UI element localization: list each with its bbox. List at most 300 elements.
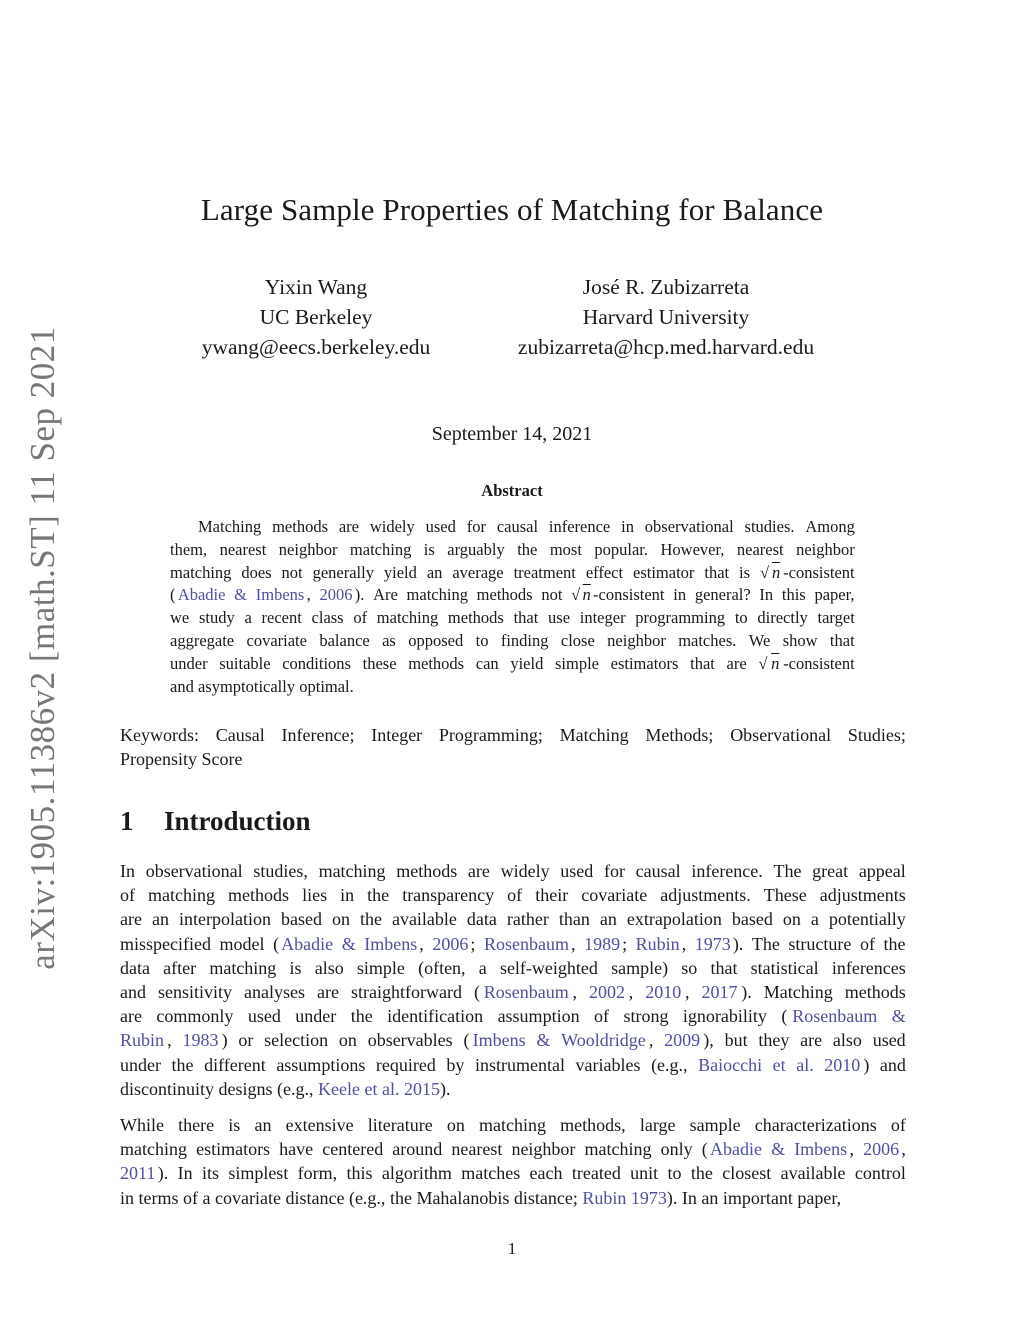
text-line [120, 883, 906, 907]
text-fragment: ) [221, 1030, 228, 1051]
space [331, 516, 335, 539]
citation-link[interactable]: 2010 [824, 1054, 861, 1075]
text-fragment: treated [571, 1163, 621, 1184]
text-fragment: in [673, 585, 687, 605]
text-fragment: of [353, 608, 368, 628]
space [667, 584, 671, 607]
text-fragment: In [177, 1163, 193, 1184]
space [477, 932, 482, 956]
math-variable: n [771, 653, 780, 673]
text-fragment: not [541, 585, 563, 605]
text-line [170, 584, 855, 607]
space [628, 607, 632, 630]
space [368, 1053, 373, 1077]
text-fragment: (often, [418, 957, 466, 978]
space[interactable] [787, 1137, 792, 1161]
text-fragment: and [879, 1054, 906, 1075]
text-line [120, 1004, 906, 1028]
space [456, 1028, 461, 1052]
space [275, 562, 279, 585]
space [793, 1028, 798, 1052]
text-fragment: identification [387, 1006, 484, 1027]
space[interactable] [249, 584, 253, 607]
space [573, 607, 577, 630]
text-fragment: widely [500, 861, 550, 881]
keyword-word: Propensity [120, 749, 198, 769]
text-fragment: in [621, 517, 634, 536]
text-fragment: available [780, 1163, 846, 1184]
space [340, 1161, 345, 1185]
space [657, 1028, 662, 1052]
text-fragment: simple [554, 653, 599, 673]
text-fragment: they [758, 1030, 790, 1051]
citation-link[interactable]: & [341, 933, 356, 954]
space [467, 630, 471, 653]
space [331, 1028, 336, 1052]
text-fragment: matching [584, 1139, 652, 1160]
space [682, 653, 686, 676]
space [466, 980, 471, 1004]
citation-link[interactable]: et [772, 1054, 786, 1075]
citation-link[interactable]: & [536, 1030, 551, 1051]
text-fragment: causal [635, 861, 681, 881]
citation-link[interactable]: Wooldridge [561, 1030, 646, 1051]
space[interactable] [554, 1028, 559, 1052]
space [311, 859, 316, 883]
text-line [120, 932, 906, 956]
text-fragment: used [425, 517, 456, 536]
text-fragment: methods [447, 608, 504, 628]
text-fragment: matching [349, 539, 412, 559]
space [798, 516, 802, 539]
text-fragment: paper, [814, 585, 855, 605]
text-fragment: appeal [858, 861, 906, 881]
text-fragment: data [120, 957, 150, 978]
space [389, 859, 394, 883]
text-line [120, 1077, 906, 1101]
text-fragment: data [466, 909, 497, 930]
text-fragment: methods [408, 653, 465, 673]
citation-link[interactable]: 2006 [863, 1139, 900, 1160]
space [234, 562, 238, 585]
text-fragment: to [734, 608, 748, 628]
space [805, 859, 810, 883]
text-fragment: of [183, 1187, 199, 1208]
space [737, 516, 741, 539]
citation-link[interactable]: Abadie [281, 933, 334, 954]
space [138, 859, 143, 883]
section-title: Introduction [164, 806, 311, 836]
citation-link[interactable]: Rosenbaum [483, 933, 569, 954]
text-fragment: of [507, 885, 523, 906]
text-fragment: based [731, 909, 773, 930]
text-fragment: directly [757, 608, 808, 628]
space [286, 1004, 291, 1028]
text-fragment: covariate [246, 630, 307, 650]
text-fragment: extrapolation [626, 909, 722, 930]
citation-link[interactable]: 2009 [664, 1030, 701, 1051]
keyword-word: Inference; [281, 725, 355, 745]
citation-link[interactable]: Rosenbaum [483, 981, 569, 1002]
text-fragment: target [817, 608, 855, 628]
text-fragment: the [350, 1006, 373, 1027]
text-fragment: or [238, 1030, 254, 1051]
space [822, 630, 826, 653]
space [753, 584, 757, 607]
space [637, 980, 642, 1004]
keyword-word: Programming; [438, 725, 543, 745]
citation-link[interactable]: al. [796, 1054, 814, 1075]
space [872, 1053, 877, 1077]
text-fragment: variables [575, 1054, 641, 1075]
text-fragment: strong [623, 1006, 669, 1027]
text-fragment: (e.g., [651, 1054, 688, 1075]
text-fragment: balance [319, 630, 370, 650]
space [150, 980, 155, 1004]
text-fragment: integer [579, 608, 626, 628]
space [171, 1161, 176, 1185]
text-fragment: can [475, 653, 499, 673]
space [488, 1004, 493, 1028]
space [459, 516, 463, 539]
citation-link[interactable]: 1989 [584, 933, 621, 954]
text-fragment: are [120, 1006, 142, 1027]
citation-link[interactable]: Rosenbaum [792, 1006, 878, 1027]
text-fragment: sample [689, 1115, 741, 1135]
space [623, 1161, 628, 1185]
space[interactable] [228, 584, 232, 607]
text-fragment: terms [138, 1187, 179, 1208]
citation-link[interactable]: & [771, 1139, 786, 1160]
space [498, 883, 503, 907]
intro-paragraph-1 [120, 859, 906, 1101]
space [271, 723, 276, 747]
text-fragment: characterizations [754, 1115, 877, 1135]
text-fragment: , [572, 981, 577, 1002]
space [255, 607, 259, 630]
text-fragment: around [392, 1139, 443, 1160]
space [565, 584, 569, 607]
text-fragment: that [704, 562, 730, 582]
text-fragment: observational [145, 861, 243, 881]
space [445, 1137, 450, 1161]
text-fragment: paper, [797, 1187, 842, 1208]
space [400, 653, 404, 676]
text-fragment: discontinuity [120, 1078, 214, 1099]
text-fragment: in [340, 885, 355, 906]
space[interactable] [764, 1137, 769, 1161]
space [593, 907, 598, 931]
space [836, 980, 841, 1004]
citation-link[interactable]: & [891, 1006, 906, 1027]
text-fragment: for [603, 861, 625, 881]
text-fragment: have [279, 1139, 314, 1160]
text-fragment: them, [170, 539, 208, 559]
space [507, 562, 511, 585]
keywords [120, 723, 906, 771]
space [851, 859, 856, 883]
text-fragment: a [244, 608, 252, 628]
text-fragment: , [571, 933, 576, 954]
citation-link[interactable]: Abadie [177, 585, 226, 605]
citation-link[interactable]: al. [381, 1078, 400, 1099]
text-fragment: the [359, 909, 382, 930]
text-fragment: are [338, 517, 360, 536]
space [439, 539, 443, 562]
text-fragment: of [859, 933, 875, 954]
space [493, 630, 497, 653]
space [441, 607, 445, 630]
text-line [170, 562, 855, 585]
text-fragment: instrumental [474, 1054, 565, 1075]
citation-link[interactable]: Rubin [120, 1030, 165, 1051]
text-fragment: an [599, 909, 617, 930]
citation-link[interactable]: 2010 [645, 981, 682, 1002]
space [572, 883, 577, 907]
space [720, 723, 725, 747]
space [822, 907, 827, 931]
space [139, 883, 144, 907]
author-affiliation: Harvard University [582, 305, 750, 329]
text-fragment: of [890, 1115, 906, 1135]
space [420, 562, 424, 585]
citation-link[interactable]: Imbens [794, 1139, 848, 1160]
text-fragment: used [247, 1006, 281, 1027]
citation-link[interactable]: 1973 [630, 1187, 667, 1208]
space [272, 1137, 277, 1161]
space [715, 1161, 720, 1185]
text-fragment: matching [406, 585, 468, 605]
space [505, 1137, 510, 1161]
space [211, 539, 215, 562]
citation-link[interactable]: 2015 [403, 1078, 440, 1099]
citation-link[interactable]: Keele [317, 1078, 360, 1099]
math-variable: n [582, 585, 591, 605]
space[interactable] [817, 1053, 822, 1077]
text-fragment: yield [510, 653, 544, 673]
text-line [120, 980, 906, 1004]
citation-link[interactable]: 1983 [182, 1030, 219, 1051]
space [782, 932, 787, 956]
text-fragment: available [391, 909, 457, 930]
sqrt-symbol: √ [571, 585, 581, 605]
text-fragment: adjustments. [660, 885, 751, 906]
citation-link[interactable]: & [234, 585, 248, 605]
space[interactable] [529, 1028, 534, 1052]
text-fragment: of [594, 1006, 610, 1027]
space [585, 1004, 590, 1028]
text-fragment: widely [369, 517, 415, 536]
citation-link[interactable]: Imbens [364, 933, 418, 954]
text-fragment: are [317, 981, 339, 1002]
space [274, 653, 278, 676]
text-fragment: matching [376, 608, 439, 628]
space [370, 607, 374, 630]
citation-link[interactable]: Rubin [582, 1187, 627, 1208]
text-fragment: literature [367, 1115, 433, 1135]
keyword-word: Studies; [847, 725, 906, 745]
space [367, 584, 371, 607]
text-fragment: transparency [402, 885, 495, 906]
space [509, 539, 513, 562]
text-fragment: model [219, 933, 265, 954]
text-line [120, 1137, 906, 1161]
text-fragment: ( [170, 585, 176, 605]
space [695, 1137, 700, 1161]
space[interactable] [358, 932, 363, 956]
space[interactable] [882, 1004, 887, 1028]
text-fragment: based [280, 909, 322, 930]
space [553, 630, 557, 653]
space [614, 516, 618, 539]
text-fragment: ). [439, 1078, 451, 1099]
author-name: Yixin Wang [264, 275, 368, 299]
space [811, 883, 816, 907]
text-fragment: recent [261, 608, 302, 628]
space [697, 562, 701, 585]
space [552, 907, 557, 931]
citation-link[interactable]: Baiocchi [698, 1054, 763, 1075]
text-fragment: under [170, 653, 208, 673]
text-fragment: close [560, 630, 595, 650]
space [728, 607, 732, 630]
text-fragment: are [467, 861, 490, 881]
space [200, 956, 205, 980]
text-fragment: class [311, 608, 344, 628]
paper-title: Large Sample Properties of Matching for Balance [200, 192, 824, 227]
citation-link[interactable]: Rubin [635, 933, 680, 954]
space [269, 1053, 274, 1077]
text-fragment: estimators [610, 653, 679, 673]
text-fragment: nearest [736, 539, 784, 559]
text-fragment: different [204, 1054, 266, 1075]
citation-link[interactable]: Abadie [710, 1139, 762, 1160]
text-fragment: adjustments [819, 885, 906, 906]
text-fragment: We [748, 630, 771, 650]
text-fragment: ( [463, 1030, 470, 1051]
space [305, 607, 309, 630]
space [772, 1004, 777, 1028]
text-fragment: covariate [215, 1187, 281, 1208]
text-fragment: use [548, 608, 571, 628]
space [788, 539, 792, 562]
text-fragment: but [724, 1030, 748, 1051]
text-fragment: as [382, 630, 396, 650]
text-fragment: general? [694, 585, 751, 605]
citation-link[interactable]: 2017 [701, 981, 738, 1002]
citation-link[interactable]: 2002 [588, 981, 625, 1002]
author-email: zubizarreta@hcp.med.harvard.edu [517, 335, 815, 359]
text-fragment: matching [148, 885, 216, 906]
text-fragment: in [120, 1187, 135, 1208]
space [603, 653, 607, 676]
space [628, 859, 633, 883]
space [470, 956, 475, 980]
space [342, 539, 346, 562]
text-fragment: ) [863, 1054, 870, 1075]
space[interactable] [335, 932, 340, 956]
keyword-word: Score [201, 749, 243, 769]
text-fragment: important [722, 1187, 793, 1208]
citation-link[interactable]: 2006 [319, 585, 353, 605]
space [776, 907, 781, 931]
text-fragment: under [120, 1054, 161, 1075]
space[interactable] [789, 1053, 794, 1077]
space [358, 883, 363, 907]
space[interactable] [765, 1053, 770, 1077]
abstract-body [170, 516, 855, 698]
text-fragment: matches [461, 1163, 521, 1184]
citation-link[interactable]: Imbens [472, 1030, 526, 1051]
text-fragment: distance; [513, 1187, 578, 1208]
text-fragment: statistical [750, 957, 819, 978]
space [578, 932, 583, 956]
space [853, 932, 858, 956]
space [684, 859, 689, 883]
author-affiliation: UC Berkeley [259, 305, 373, 329]
space [238, 630, 242, 653]
text-fragment: estimators [196, 1139, 271, 1160]
citation-link[interactable]: 2006 [432, 933, 469, 954]
text-fragment: show [782, 630, 818, 650]
text-fragment: this [781, 585, 806, 605]
space [581, 980, 586, 1004]
space [491, 956, 496, 980]
space [549, 723, 554, 747]
text-fragment: than [558, 909, 590, 930]
citation-link[interactable]: 1973 [694, 933, 731, 954]
space [219, 1113, 224, 1137]
text-fragment: most [549, 539, 582, 559]
text-fragment: average [452, 562, 504, 582]
citation-link[interactable]: Imbens [255, 585, 305, 605]
space [281, 956, 286, 980]
space [377, 562, 381, 585]
text-fragment: only [660, 1139, 693, 1160]
text-fragment: asymptotically [197, 676, 296, 696]
text-line [120, 956, 906, 980]
text-fragment: assumption [497, 1006, 580, 1027]
space [306, 956, 311, 980]
space [596, 859, 601, 883]
text-fragment: used [872, 1030, 906, 1051]
space [507, 607, 511, 630]
text-line [170, 607, 855, 630]
text-fragment: an [426, 562, 443, 582]
text-fragment: self-weighted [499, 957, 598, 978]
text-fragment: estimator [633, 562, 695, 582]
space [445, 562, 449, 585]
text-fragment: matching [170, 562, 232, 582]
text-fragment: assumptions [276, 1054, 366, 1075]
text-fragment: these [362, 653, 397, 673]
text-fragment: neighbor [607, 630, 666, 650]
text-fragment: does [241, 562, 272, 582]
text-fragment: straightforward [350, 981, 462, 1002]
text-fragment: observational [644, 517, 734, 536]
text-fragment: a [810, 909, 819, 930]
citation-link[interactable]: 2011 [120, 1163, 156, 1184]
text-fragment: matching [120, 1139, 187, 1160]
text-fragment: Mahalanobis [416, 1187, 510, 1208]
space [439, 1053, 444, 1077]
citation-link[interactable]: et [364, 1078, 378, 1099]
text-fragment: , [849, 1139, 854, 1160]
intro-paragraph-2 [120, 1113, 906, 1210]
text-fragment: we [170, 608, 190, 628]
space [306, 562, 310, 585]
space [309, 980, 314, 1004]
